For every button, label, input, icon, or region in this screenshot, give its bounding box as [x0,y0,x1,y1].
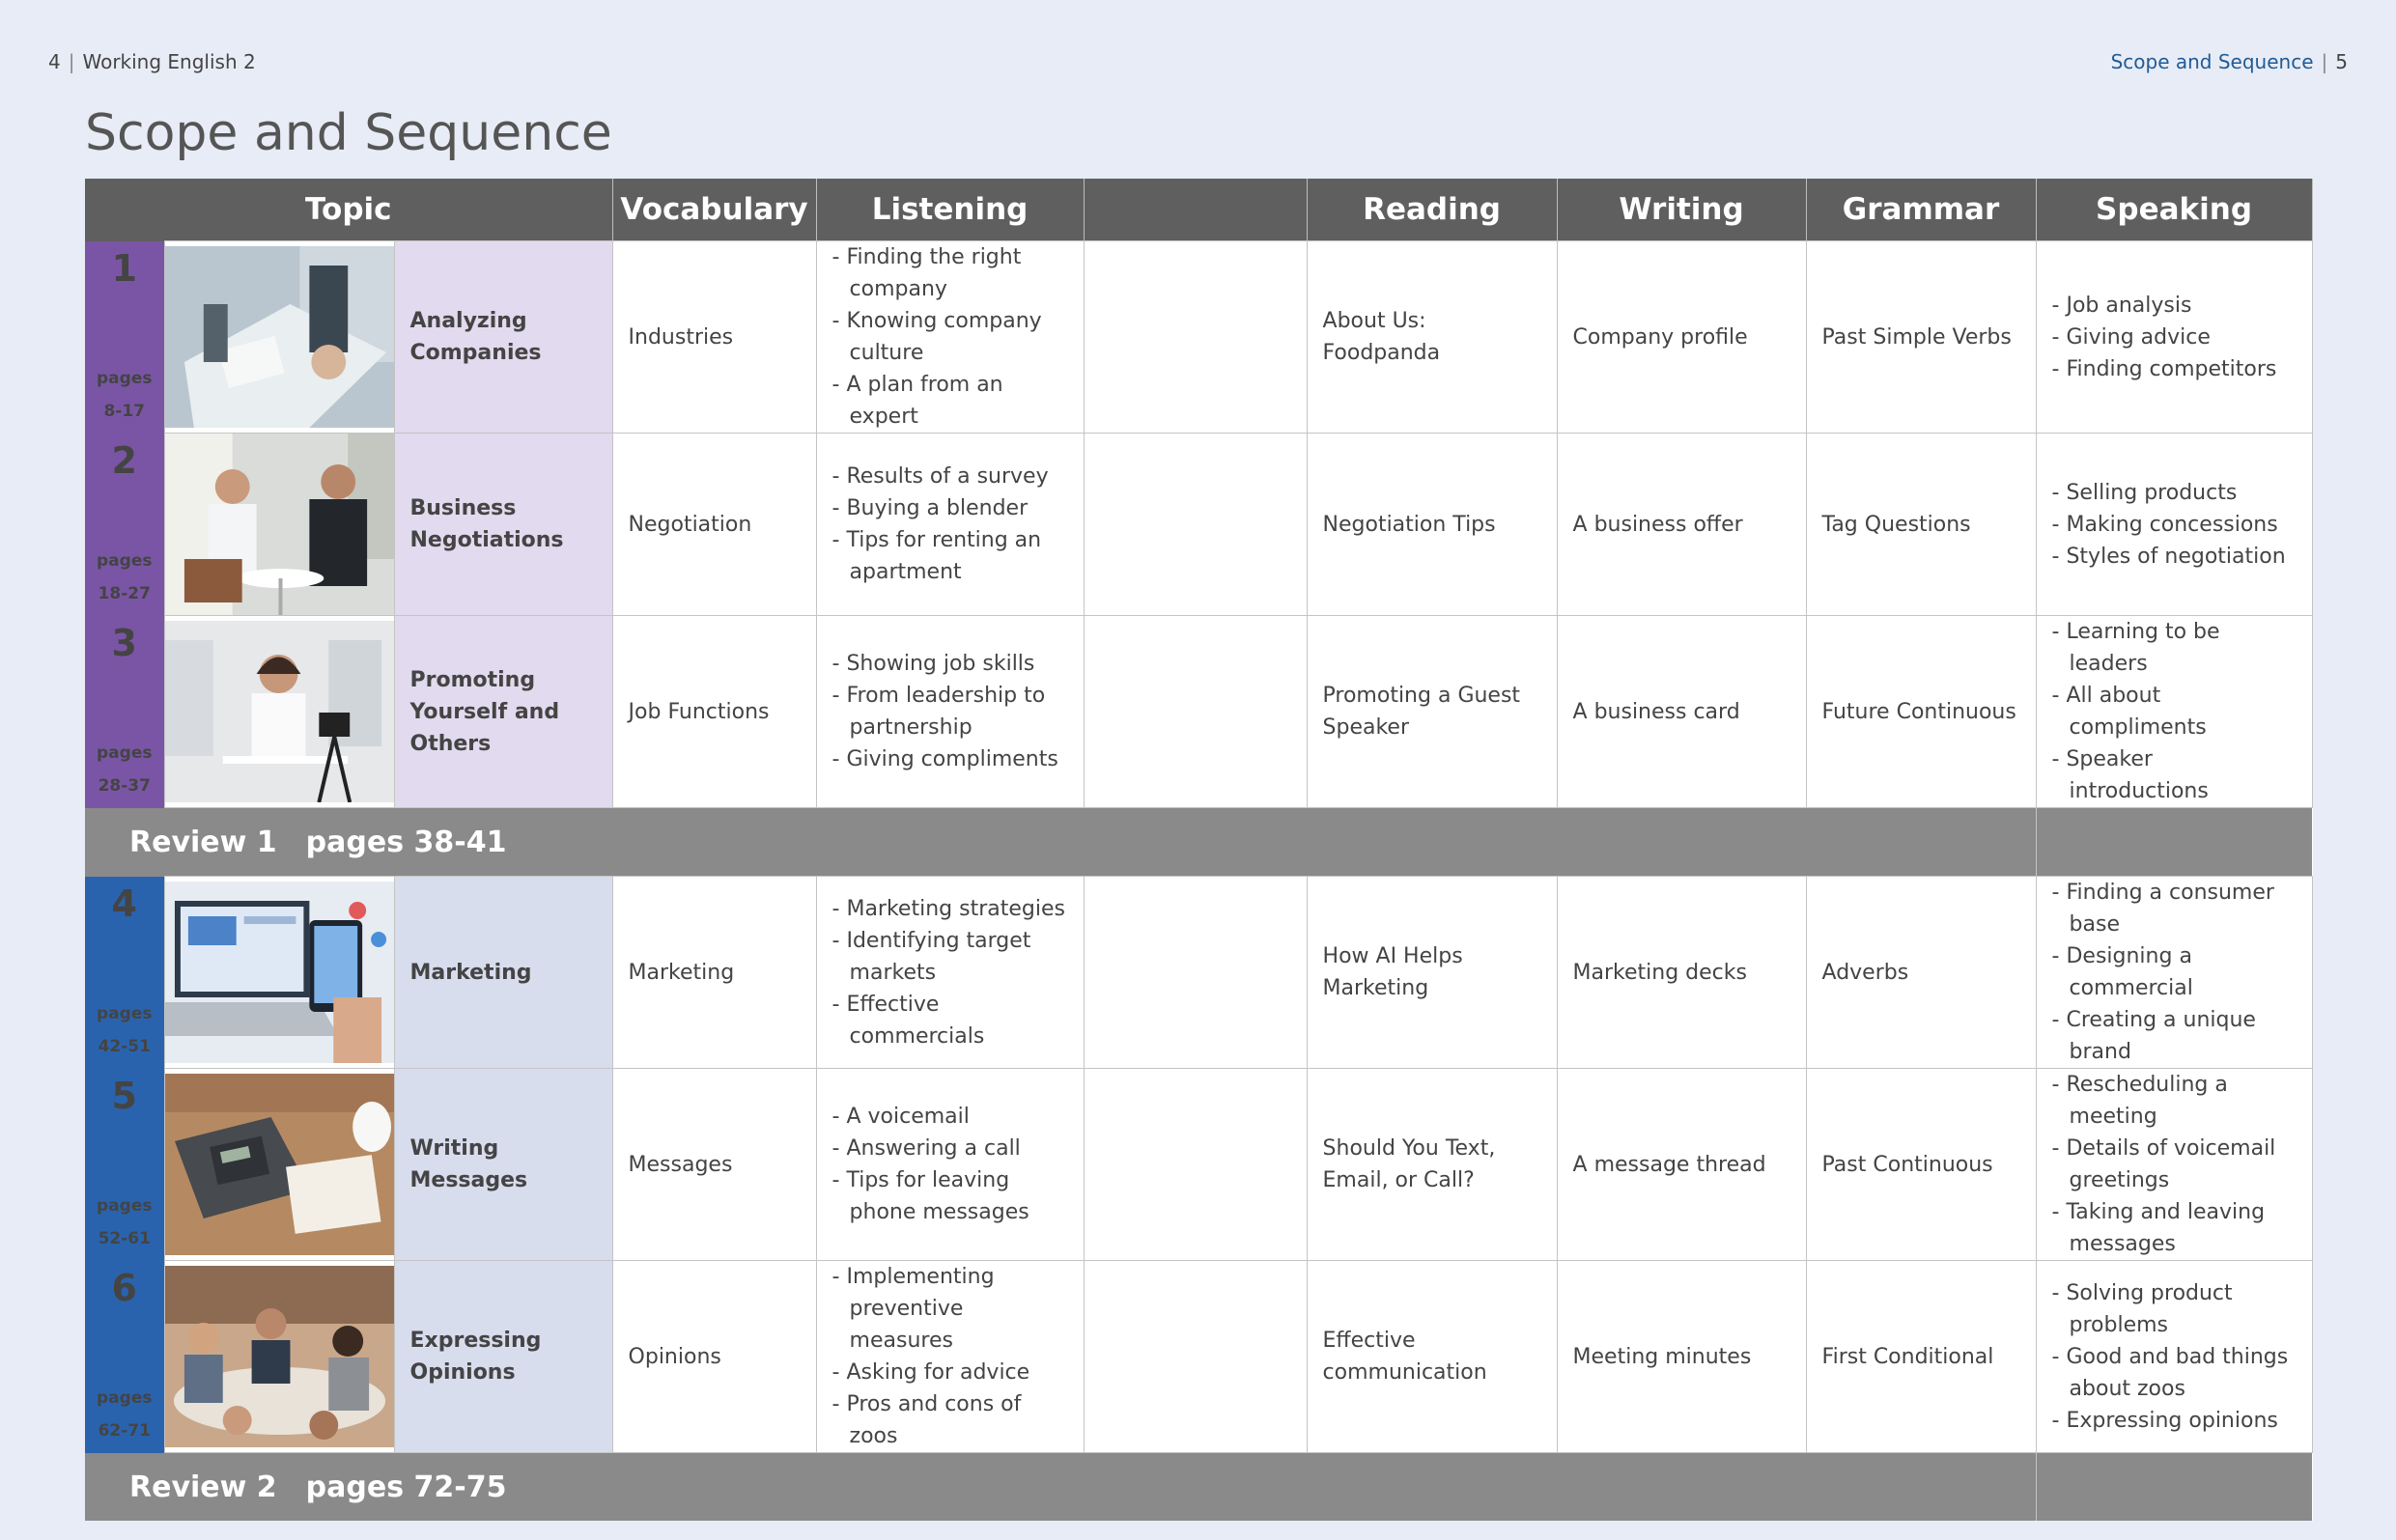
pages-label: pages [97,1387,153,1408]
blank-cell [1084,877,1307,1069]
unit-pages [85,737,164,802]
pages-label: pages [97,1003,153,1023]
unit-row-6 [85,1261,2312,1453]
unit-row-1 [85,241,2312,434]
reading-cell: How AI Helps Marketing [1307,877,1557,1069]
vocabulary-cell: Messages [612,1069,816,1261]
listening-cell [816,877,1084,1069]
column-header-topic: Topic [85,179,612,241]
scope-sequence-table [85,179,2313,1521]
unit-number: 6 [111,1266,137,1309]
reading-cell: About Us: Foodpanda [1307,241,1557,434]
unit-number-cell [85,1069,164,1261]
listening-cell [816,434,1084,616]
unit-topic: Marketing [394,877,612,1069]
speaking-item: - Speaker introductions [2052,743,2297,807]
blank-cell [1084,1261,1307,1453]
unit-pages [85,1190,164,1255]
review-pages: pages 72-75 [305,1470,507,1504]
pages-range: 28-37 [98,775,151,796]
speaking-item: - Details of voicemail greetings [2052,1133,2297,1196]
speaking-item: - Finding competitors [2052,353,2297,385]
unit-row-5 [85,1069,2312,1261]
listening-cell [816,1261,1084,1453]
listening-item: - A voicemail [832,1101,1068,1133]
unit-number-cell [85,616,164,808]
vocabulary-cell: Industries [612,241,816,434]
listening-cell [816,1069,1084,1261]
unit-topic: Writing Messages [394,1069,612,1261]
listening-item: - Buying a blender [832,492,1068,524]
listening-item: - Answering a call [832,1133,1068,1164]
review-title: Review 2 [129,1470,277,1504]
speaking-item: - Creating a unique brand [2052,1004,2297,1068]
unit-pages [85,997,164,1063]
grammar-cell: Past Simple Verbs [1806,241,2036,434]
column-header-reading: Reading [1307,179,1557,241]
unit-number: 2 [111,438,137,482]
listening-item: - Tips for leaving phone messages [832,1164,1068,1228]
section-title: Scope and Sequence [2110,50,2314,73]
reading-cell: Promoting a Guest Speaker [1307,616,1557,808]
header-separator: | [2321,50,2328,73]
listening-item: - Asking for advice [832,1357,1068,1388]
unit-photo-business-meeting [164,434,394,616]
speaking-item: - Good and bad things about zoos [2052,1341,2297,1405]
unit-pages [85,545,164,610]
column-header-grammar: Grammar [1806,179,2036,241]
review-spacer [2036,1453,2312,1522]
unit-number: 5 [111,1074,137,1117]
blank-cell [1084,1069,1307,1261]
writing-cell: Meeting minutes [1557,1261,1806,1453]
speaking-cell [2036,616,2312,808]
grammar-cell: First Conditional [1806,1261,2036,1453]
pages-range: 62-71 [98,1420,151,1441]
listening-cell [816,616,1084,808]
unit-number-cell [85,1261,164,1453]
unit-photo-office-phone [164,1069,394,1261]
vocabulary-cell: Marketing [612,877,816,1069]
blank-cell [1084,616,1307,808]
speaking-item: - All about compliments [2052,680,2297,743]
unit-topic: Promoting Yourself and Others [394,616,612,808]
listening-item: - Pros and cons of zoos [832,1388,1068,1452]
reading-cell: Negotiation Tips [1307,434,1557,616]
speaking-item: - Job analysis [2052,290,2297,322]
review-pages: pages 38-41 [305,825,507,859]
listening-item: - Knowing company culture [832,305,1068,369]
speaking-cell [2036,877,2312,1069]
writing-cell: A business offer [1557,434,1806,616]
column-header-writing: Writing [1557,179,1806,241]
table-header-row [85,179,2312,241]
unit-pages [85,1382,164,1447]
page-title: Scope and Sequence [85,104,612,162]
page-number-right: 5 [2335,50,2348,73]
listening-item: - A plan from an expert [832,369,1068,433]
writing-cell: A message thread [1557,1069,1806,1261]
review-spacer [2036,808,2312,877]
pages-label: pages [97,550,153,571]
grammar-cell: Adverbs [1806,877,2036,1069]
unit-number-cell [85,877,164,1069]
listening-item: - From leadership to partnership [832,680,1068,743]
column-header-vocabulary: Vocabulary [612,179,816,241]
vocabulary-cell: Job Functions [612,616,816,808]
unit-photo-speaker-camera [164,616,394,808]
speaking-item: - Learning to be leaders [2052,616,2297,680]
unit-number-cell [85,241,164,434]
page-number-left: 4 [48,50,61,73]
writing-cell: A business card [1557,616,1806,808]
unit-pages [85,362,164,428]
unit-number: 4 [111,882,137,925]
pages-range: 52-61 [98,1228,151,1248]
unit-topic: Business Negotiations [394,434,612,616]
unit-number: 3 [111,621,137,664]
running-header-left [48,50,256,73]
listening-item: - Effective commercials [832,989,1068,1052]
review-title: Review 1 [129,825,277,859]
review-label [85,1453,2036,1522]
unit-topic: Expressing Opinions [394,1261,612,1453]
speaking-item: - Making concessions [2052,509,2297,541]
unit-photo-team-discussion [164,1261,394,1453]
listening-item: - Showing job skills [832,648,1068,680]
review-label [85,808,2036,877]
speaking-item: - Styles of negotiation [2052,541,2297,573]
pages-label: pages [97,368,153,388]
pages-range: 18-27 [98,583,151,603]
pages-label: pages [97,1195,153,1216]
listening-item: - Identifying target markets [832,925,1068,989]
column-header-blank [1084,179,1307,241]
speaking-item: - Selling products [2052,477,2297,509]
speaking-cell [2036,241,2312,434]
listening-item: - Marketing strategies [832,893,1068,925]
listening-cell [816,241,1084,434]
grammar-cell: Future Continuous [1806,616,2036,808]
unit-number: 1 [111,246,137,290]
speaking-item: - Taking and leaving messages [2052,1196,2297,1260]
speaking-item: - Designing a commercial [2052,940,2297,1004]
review-row-1 [85,808,2312,877]
speaking-item: - Giving advice [2052,322,2297,353]
listening-item: - Implementing preventive measures [832,1261,1068,1357]
unit-number-cell [85,434,164,616]
unit-topic: Analyzing Companies [394,241,612,434]
unit-photo-digital-marketing [164,877,394,1069]
header-separator: | [68,50,75,73]
blank-cell [1084,241,1307,434]
unit-photo-business-analysis [164,241,394,434]
grammar-cell: Past Continuous [1806,1069,2036,1261]
writing-cell: Marketing decks [1557,877,1806,1069]
pages-range: 42-51 [98,1036,151,1056]
speaking-cell [2036,434,2312,616]
pages-label: pages [97,742,153,763]
review-row-2 [85,1453,2312,1522]
running-header-right [2111,50,2348,73]
listening-item: - Finding the right company [832,241,1068,305]
unit-row-2 [85,434,2312,616]
speaking-item: - Expressing opinions [2052,1405,2297,1437]
vocabulary-cell: Opinions [612,1261,816,1453]
grammar-cell: Tag Questions [1806,434,2036,616]
unit-row-4 [85,877,2312,1069]
pages-range: 8-17 [103,401,146,421]
column-header-speaking: Speaking [2036,179,2312,241]
speaking-cell [2036,1261,2312,1453]
speaking-item: - Rescheduling a meeting [2052,1069,2297,1133]
unit-row-3 [85,616,2312,808]
listening-item: - Tips for renting an apartment [832,524,1068,588]
listening-item: - Results of a survey [832,461,1068,492]
column-header-listening: Listening [816,179,1084,241]
speaking-cell [2036,1069,2312,1261]
speaking-item: - Finding a consumer base [2052,877,2297,940]
reading-cell: Should You Text, Email, or Call? [1307,1069,1557,1261]
speaking-item: - Solving product problems [2052,1277,2297,1341]
book-title: Working English 2 [82,50,256,73]
vocabulary-cell: Negotiation [612,434,816,616]
writing-cell: Company profile [1557,241,1806,434]
reading-cell: Effective communication [1307,1261,1557,1453]
blank-cell [1084,434,1307,616]
listening-item: - Giving compliments [832,743,1068,775]
